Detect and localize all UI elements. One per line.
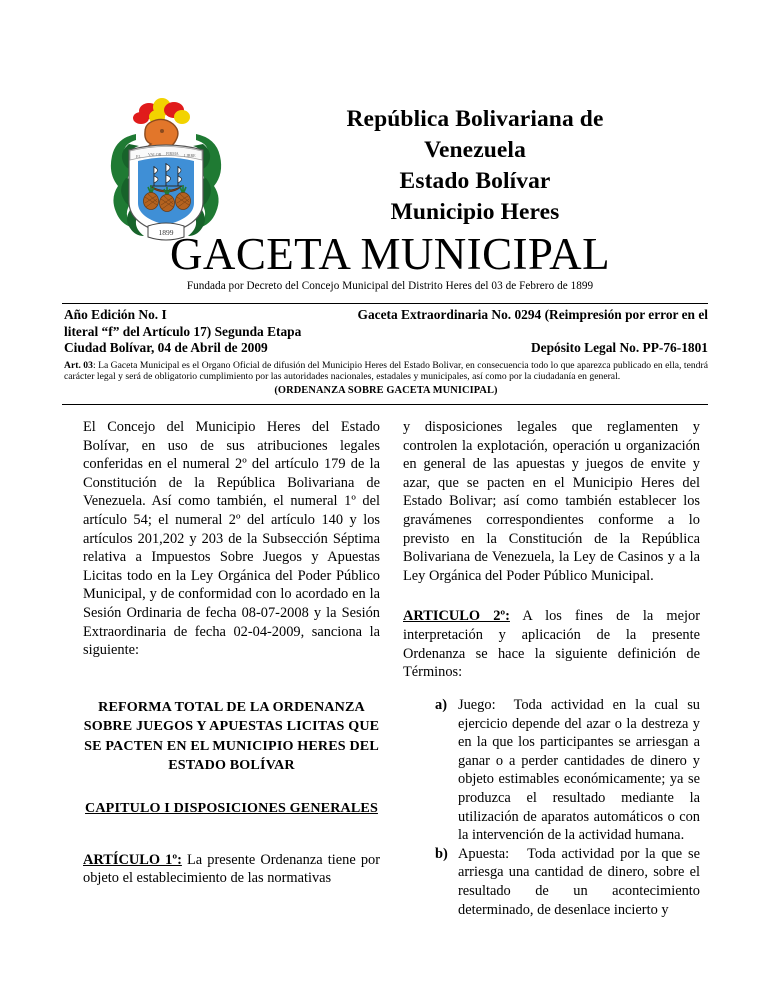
articulo-1-label: ARTÍCULO 1º: [83,851,182,868]
divider-rule-bottom [62,404,708,405]
issue-info-row-2 [64,340,708,357]
articulo-2-paragraph [403,607,700,681]
divider-rule-top [62,303,708,304]
ordenanza-reform-heading: REFORMA TOTAL DE LA ORDENANZA SOBRE JUEGOS Y APUESTAS LICITAS QUE SE PACTEN EN EL MUNICIPIO HERES DEL ESTADO BOLÍVAR [83,698,380,773]
definition-term-a: Juego: [458,697,496,714]
right-column [403,418,700,919]
articulo-1-paragraph [83,851,380,888]
capitulo-heading-underline: CAPITULO I DISPOSICIONES GENERALES [85,800,378,817]
crest-year: 1899 [158,228,174,237]
list-item [403,845,700,919]
left-column [83,418,380,902]
masthead-title-block [240,104,710,228]
definition-marker-a: a) [435,697,447,714]
list-item [403,696,700,845]
gaceta-municipal-title: GACETA MUNICIPAL [170,229,610,279]
articulo-2-label: ARTICULO 2º: [403,608,510,625]
svg-text:FIRMA: FIRMA [166,151,179,156]
svg-text:LIBRE: LIBRE [184,153,196,158]
masthead-title-line-4: Municipio Heres [390,199,560,225]
definition-marker-b: b) [435,845,448,862]
issue-info-row-1 [64,307,708,324]
masthead-title-line-2: Venezuela [424,137,526,163]
definition-text-b: Toda actividad por la que se arriesga una cantidad de dinero, sobre el resultado de un acontecimiento determinado, de desenlace incierto y [458,845,700,918]
art03-notice [64,360,708,383]
articulo-1-continuation: y disposiciones legales que reglamenten y controlen la explotación, operación u organización en general de las apuestas y juegos de envite y azar, que se pacten en el Municipio Heres del Estado Bolivar; así como también establecer los gravámenes correspondientes conforme a lo previsto en la Constitución de la República Bolivariana de Venezuela, la Ley de Casinos y a la Ley Orgánica del Poder Público Municipal. [403,419,700,584]
issue-info-block [64,307,708,397]
gaceta-extraordinaria-continued: literal “f” del Artículo 17) Segunda Etapa [64,323,302,339]
definitions-list [403,696,700,919]
art03-text: : La Gaceta Municipal es el Organo Oficial de difusión del Municipio Heres del Estado Bolivar, en consecuencia todo lo que aparezca publicado en ella, tendrá carácter legal y será de obligatorio cumplimiento por las autoridades nacionales, estadales y municipales, así como por la ciudadanía en general. [64,359,708,383]
svg-text:VALOR: VALOR [148,152,162,157]
masthead-title-line-3: Estado Bolívar [399,168,551,194]
ordenanza-gaceta-caption: (ORDENANZA SOBRE GACETA MUNICIPAL) [274,384,498,396]
founded-subtitle: Fundada por Decreto del Concejo Municipal del Distrito Heres del 03 de Febrero de 1899 [186,280,594,292]
capitulo-heading [83,799,380,818]
definition-text-a: Toda actividad en la cual su ejercicio depende del azar o la destreza y en la que los participantes se arriesgan a ganar o a perder cantidades de dinero y objeto estimables económicamente; ya se produzca el resultado mediante la utilización de aparatos automáticos o con la intervención de la actividad humana. [458,697,700,844]
gaceta-extraordinaria-label: Gaceta Extraordinaria No. 0294 (Reimpresión por error en el [357,307,708,322]
masthead-title-line-1: República Bolivariana de [346,106,604,132]
preamble-paragraph: El Concejo del Municipio Heres del Estado Bolívar, en uso de sus atribuciones legales conferidas en el numeral 2º del artículo 179 de la Constitución de la República Bolivariana de Venezuela. Así como también, el numeral 1º del artículo 54; el numeral 2º del artículo 140 y los artículos 201,202 y 203 de la Subsección Séptima relativa a Impuestos Sobre Juegos y Apuestas Licitas todo en la Ley Orgánica del Poder Público Municipal, y de conformidad con lo acordado en la Sesión Ordinaria de fecha 08-07-2008 y la Sesión Extraordinaria de fecha 02-04-2009, sanciona la siguiente: [83,419,380,659]
articulo-1-text: La presente Ordenanza tiene por objeto el establecimiento de las normativas [83,851,381,887]
masthead [0,96,768,296]
deposito-legal-label: Depósito Legal No. PP-76-1801 [530,340,708,356]
articulo-2-text: A los fines de la mejor interpretación y aplicación de la presente Ordenanza se hace la siguiente definición de Términos: [403,608,700,681]
body-columns [83,418,700,918]
definition-term-b: Apuesta: [458,845,510,862]
city-date-label: Ciudad Bolívar, 04 de Abril de 2009 [64,340,268,356]
art03-label: Art. 03 [64,359,93,371]
year-edition-label: Año Edición No. I [64,307,167,322]
svg-text:EL: EL [136,154,141,159]
